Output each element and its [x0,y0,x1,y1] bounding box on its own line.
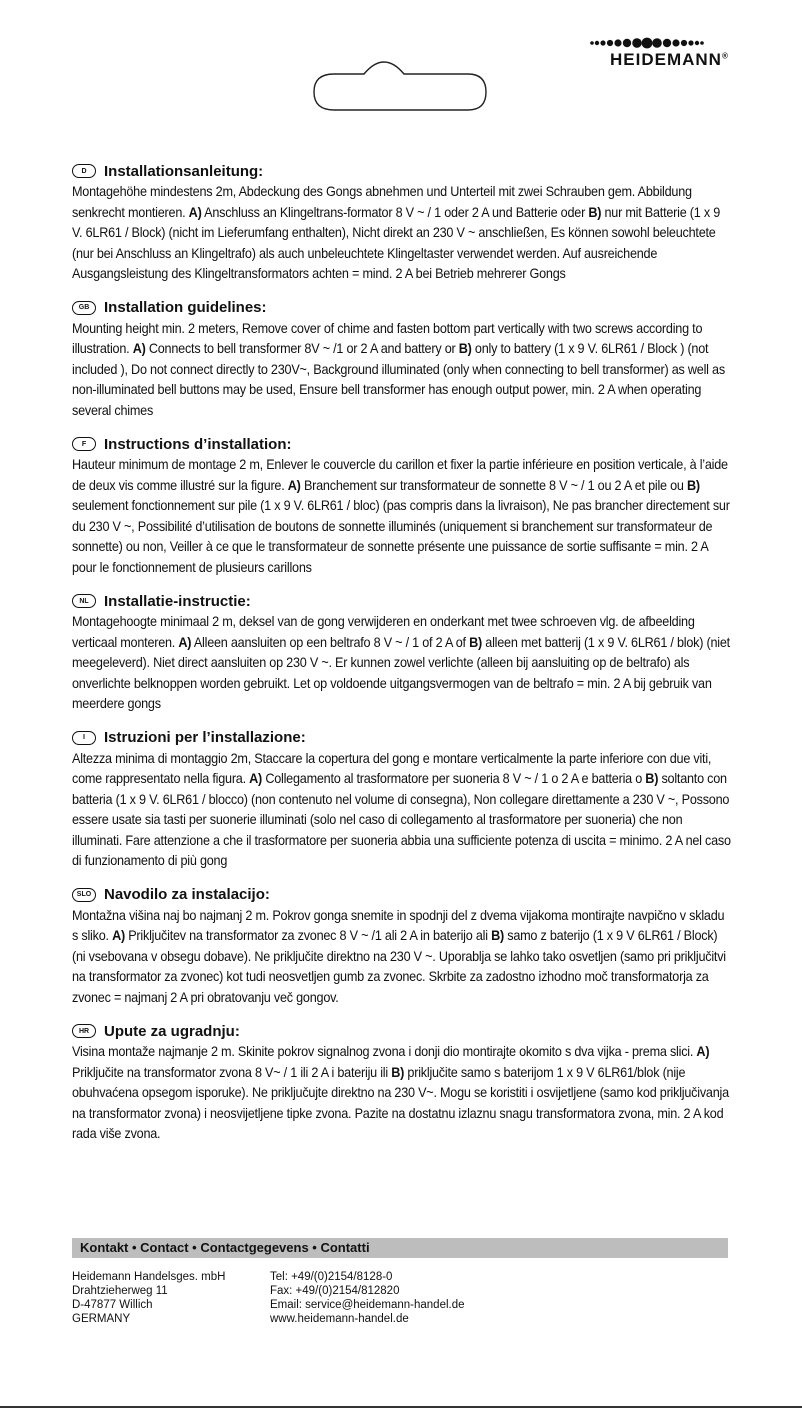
option-marker: A) [132,341,146,356]
phone: Tel: +49/(0)2154/8128-0 [270,1271,393,1283]
option-marker: A) [112,928,125,943]
section-body [72,612,732,715]
body-text-run: Montažna višina naj bo najmanj 2 m. Pokrov gonga snemite in spodnji del z dvema vijakoma montirajte navpično v skladu s sliko. [72,907,725,943]
section-heading [72,433,732,455]
contact-address [72,1270,225,1326]
brand-name: HEIDEMANN® [610,50,729,69]
instruction-section [72,590,732,715]
body-text-run: Hauteur minimum de montage 2 m, Enlever le couvercle du carillon et fixer la partie inférieure en position verticale, à l’aide de deux vis comme illustré sur la figure. [72,457,728,493]
option-marker: A) [696,1044,710,1059]
section-body [72,455,732,578]
body-text-run: Connects to bell transformer 8V ~ /1 or 2 A and battery or [145,341,459,356]
section-body [72,906,732,1009]
logo-dots-icon [588,36,708,50]
instruction-section [72,297,732,422]
address-line: GERMANY [72,1313,131,1325]
body-text-run: Collegamento al trasformatore per suoneria 8 V ~ / 1 o 2 A e batteria o [262,771,646,786]
body-text-run: soltanto con batteria (1 x 9 V. 6LR61 / blocco) (non contenuto nel volume di consegna), Non collegare direttamente a 230 V ~, Possono essere usate sia tasti per suonerie illuminati (solo nel caso di collegamento al trasformatore per suoneria) che non illuminati. Fare attenzione a che il trasformatore per suoneria abbia una sufficiente potenza di uscita = minimo. 2 A nel caso di funzionamento di più gong [72,771,731,868]
email-link[interactable]: Email: service@heidemann-handel.de [270,1299,465,1311]
address-line: Drahtzieherweg 11 [72,1285,168,1297]
option-marker: B) [458,341,472,356]
section-heading [72,727,732,749]
option-marker: B) [391,1064,405,1080]
language-badge-icon: D [72,164,96,178]
section-heading [72,1020,732,1042]
section-title: Installatie-instructie: [104,592,251,610]
instruction-section [72,160,732,285]
address-line: D-47877 Willich [72,1299,153,1311]
section-title: Upute za ugradnju: [104,1022,240,1040]
section-body [72,749,732,872]
body-text-run: samo z baterijo (1 x 9 V 6LR61 / Block) (ni vsebovana v obsegu dobave). Ne priključite direktno na 230 V ~. Uporablja se lahko tako osvetljen (samo pri priključitvi na transformator za zvonec) kot tudi neosvetljen gumb za zvonec. Skrbite za zadostno izhodno moč transformatorja za zvonec = najmanj 2 A pri obratovanju več gongov. [72,928,726,1005]
instruction-section [72,1020,732,1145]
option-marker: B) [686,477,700,493]
contact-details [270,1270,465,1326]
body-text-run: Priključite na transformator zvona 8 V~ / 1 ili 2 A i bateriju ili [72,1064,392,1080]
option-marker: A) [178,634,192,650]
option-marker: B) [588,204,602,220]
option-marker: B) [469,634,483,650]
contact-heading: Kontakt • Contact • Contactgegevens • Contatti [72,1238,728,1258]
section-title: Navodilo za instalacijo: [104,886,270,903]
body-text-run: Anschluss an Klingeltrans-formator 8 V ~ / 1 oder 2 A und Batterie oder [201,204,589,220]
chime-outline-illustration [306,52,496,122]
section-heading [72,590,732,612]
option-marker: A) [188,204,202,220]
section-body [72,182,732,285]
body-text-run: Montagehöhe mindestens 2m, Abdeckung des Gongs abnehmen und Unterteil mit zwei Schrauben gem. Abbildung senkrecht montieren. [72,184,692,220]
section-body [72,319,732,422]
section-title: Installation guidelines: [104,299,267,316]
language-badge-icon: SLO [72,888,96,902]
fax: Fax: +49/(0)2154/812820 [270,1285,400,1297]
option-marker: B) [645,771,659,786]
website-link[interactable]: www.heidemann-handel.de [270,1313,409,1325]
body-text-run: Altezza minima di montaggio 2m, Staccare la copertura del gong e montare verticalmente la parte inferiore con due viti, come rappresentato nella figura. [72,750,712,786]
body-text-run: Branchement sur transformateur de sonnette 8 V ~ / 1 ou 2 A et pile ou [300,477,687,493]
language-badge-icon: HR [72,1024,96,1038]
section-heading [72,884,732,906]
body-text-run: priključite samo s baterijom 1 x 9 V 6LR61/blok (nije obuhvaćena opsegom isporuke). Ne priključujte direktno na 230 V~. Mogu se koristiti i osvijetljene (samo kod priključivanja na transformator zvona) i neosvijetljene tipke zvona. Pazite na dostatnu izlaznu snagu transformatora zvona, min. 2 A kod rada više zvona. [72,1064,729,1141]
option-marker: A) [249,771,263,786]
section-title: Installationsanleitung: [104,162,264,180]
section-body [72,1042,732,1145]
body-text-run: only to battery (1 x 9 V. 6LR61 / Block ) (not included ), Do not connect directly to 230V~, Background illuminated (only when connecting to bell transformer) as well as non-illuminated bell buttons may be used, Ensure bell transformer has enough output power, min. 2 A when operating several chimes [72,341,725,418]
body-text-run: Mounting height min. 2 meters, Remove cover of chime and fasten bottom part vertically with two screws according to illustration. [72,320,703,356]
brand-logo [588,36,788,76]
section-title: Istruzioni per l’installazione: [104,729,306,746]
body-text-run: alleen met batterij (1 x 9 V. 6LR61 / blok) (niet meegeleverd). Niet direct aansluiten op 230 V ~. Er kunnen zowel verlichte (alleen bij aansluiting op de beltrafo) als onverlichte belknoppen worden gebruikt. Let op voldoende uitgangsvermogen van de beltrafo = min. 2 A bij gebruik van meerdere gongs [72,634,730,711]
section-title: Instructions d’installation: [104,435,292,453]
language-badge-icon: NL [72,594,96,608]
instruction-section [72,727,732,872]
body-text-run: seulement fonctionnement sur pile (1 x 9 V. 6LR61 / bloc) (pas compris dans la livraison), Ne pas brancher directement sur du 230 V ~, Possibilité d’utilisation de boutons de sonnette illuminés (uniquement si branchement sur transformateur de sonnette) ou non, Veiller à ce que le transformateur de sonnette présente une puissance de sortie suffisante = min. 2 A pour le fonctionnement de plusieurs carillons [72,498,730,575]
section-heading [72,160,732,182]
language-badge-icon: F [72,437,96,451]
option-marker: B) [491,928,504,943]
body-text-run: nur mit Batterie (1 x 9 V. 6LR61 / Block) (nicht im Lieferumfang enthalten), Nicht direkt an 230 V ~ anschließen, Es können sowohl beleuchtete (nur bei Anschluss an Klingeltrafo) als auch unbeleuchtete Klingeltaster verwendet werden. Auf ausreichende Ausgangsleistung des Klingeltransformators achten = mind. 2 A bei Betrieb mehrerer Gongs [72,204,721,281]
bottom-rule [0,1406,802,1408]
body-text-run: Visina montaže najmanje 2 m. Skinite pokrov signalnog zvona i donji dio montirajte okomito s dva vijka - prema slici. [72,1044,697,1059]
language-badge-icon: I [72,731,96,745]
instructions-list [72,160,732,1157]
body-text-run: Montagehoogte minimaal 2 m, deksel van de gong verwijderen en onderkant met twee schroeven vlg. de afbeelding verticaal monteren. [72,614,695,650]
body-text-run: Priključitev na transformator za zvonec 8 V ~ /1 ali 2 A in baterijo ali [124,928,492,943]
address-line: Heidemann Handelsges. mbH [72,1271,226,1283]
section-heading [72,297,732,319]
body-text-run: Alleen aansluiten op een beltrafo 8 V ~ / 1 of 2 A of [191,634,470,650]
instruction-section [72,884,732,1009]
instruction-section [72,433,732,578]
option-marker: A) [287,477,301,493]
language-badge-icon: GB [72,301,96,315]
